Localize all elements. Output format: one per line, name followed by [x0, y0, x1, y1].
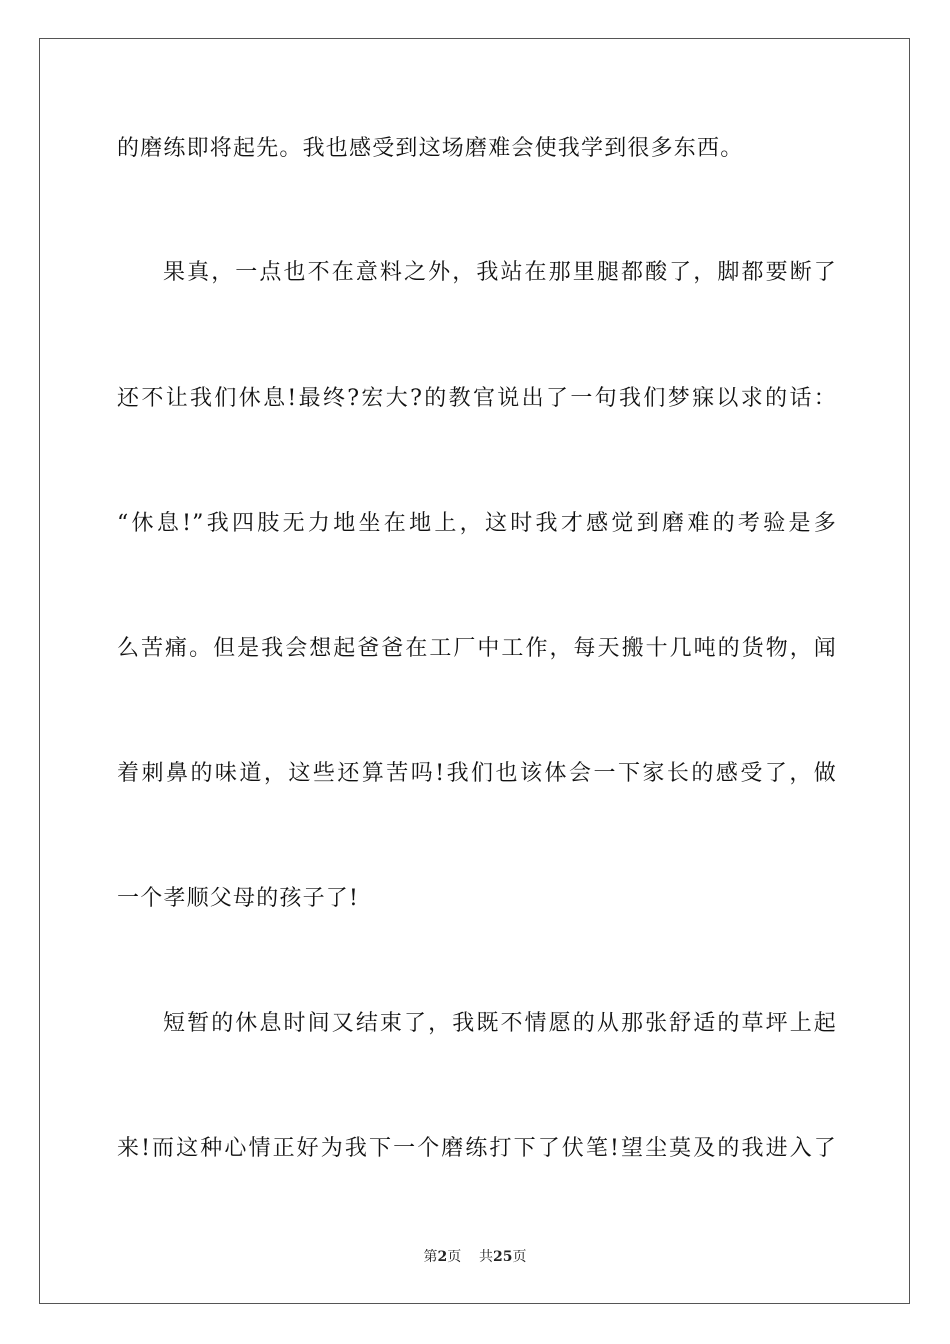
- total-pages: 25: [493, 1249, 513, 1265]
- paragraph-line-2: 果真，一点也不在意料之外，我站在那里腿都酸了，脚都要断了: [163, 260, 837, 285]
- paragraph-line-5: 么苦痛。但是我会想起爸爸在工厂中工作，每天搬十几吨的货物，闻: [117, 636, 837, 661]
- paragraph-line-1: 的磨练即将起先。我也感受到这场磨难会使我学到很多东西。: [117, 136, 744, 161]
- total-prefix: 共: [479, 1249, 494, 1265]
- page-suffix: 页: [447, 1249, 462, 1265]
- paragraph-line-9: 来!而这种心情正好为我下一个磨练打下了伏笔!望尘莫及的我进入了: [117, 1136, 837, 1161]
- page-border: [39, 38, 910, 1304]
- total-suffix: 页: [512, 1249, 527, 1265]
- paragraph-line-8: 短暂的休息时间又结束了，我既不情愿的从那张舒适的草坪上起: [163, 1011, 837, 1036]
- page-number: 2: [437, 1249, 448, 1265]
- page-footer: [0, 1247, 950, 1267]
- paragraph-line-4: “休息!”我四肢无力地坐在地上，这时我才感觉到磨难的考验是多: [117, 511, 837, 536]
- paragraph-line-3: 还不让我们休息!最终?宏大?的教官说出了一句我们梦寐以求的话：: [117, 386, 837, 411]
- paragraph-line-6: 着刺鼻的味道，这些还算苦吗!我们也该体会一下家长的感受了，做: [117, 761, 837, 786]
- page-prefix: 第: [423, 1249, 438, 1265]
- paragraph-line-7: 一个孝顺父母的孩子了!: [117, 886, 360, 911]
